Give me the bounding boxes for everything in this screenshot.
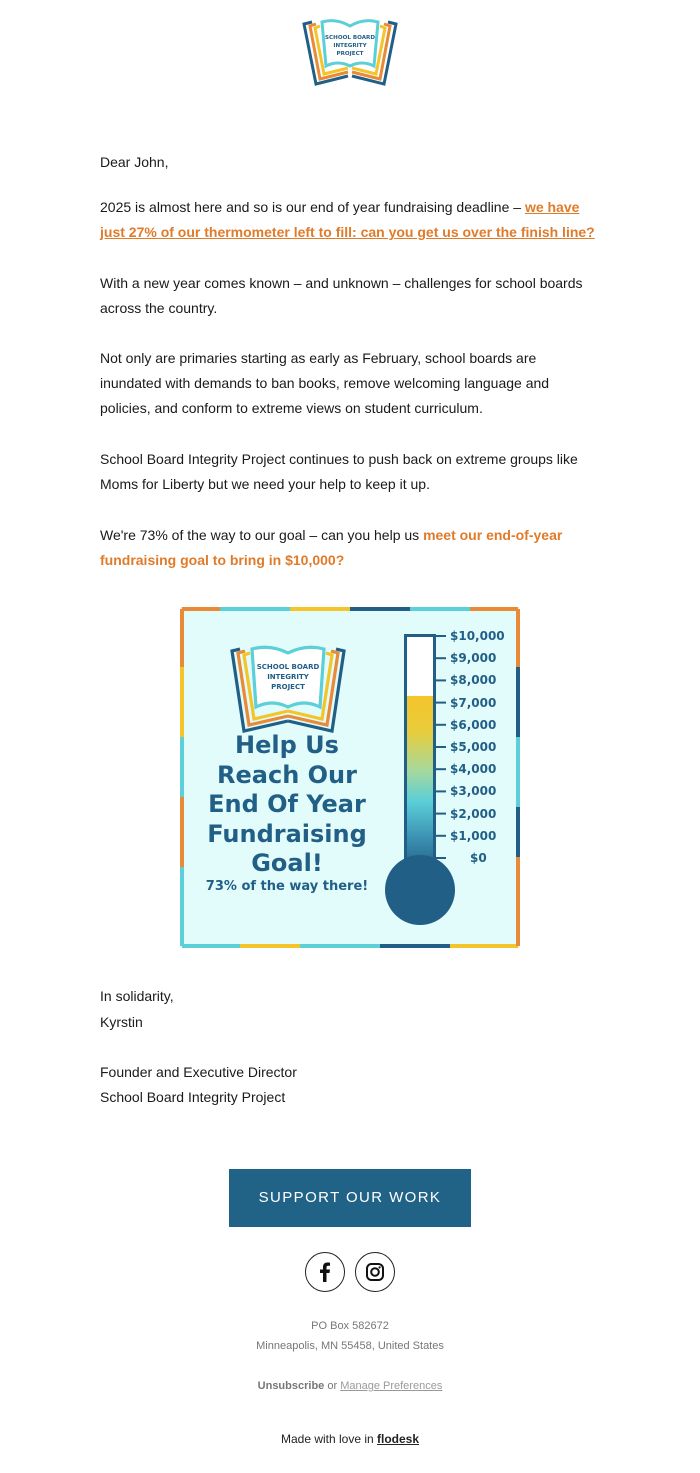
thermometer-link[interactable]: we have just 27% of our thermometer left to fill: can you get us over the finish line? bbox=[100, 199, 595, 240]
tick-label: $3,000 bbox=[450, 784, 497, 799]
signer-title: Founder and Executive Director bbox=[100, 1064, 297, 1080]
headline-line-2: Reach Our bbox=[217, 760, 357, 789]
graphic-progress-text: 73% of the way there! bbox=[205, 879, 369, 894]
instagram-icon bbox=[365, 1262, 385, 1282]
footer-address-line2: Minneapolis, MN 55458, United States bbox=[256, 1340, 444, 1352]
signer-organization: School Board Integrity Project bbox=[100, 1089, 286, 1105]
signer-name: Kyrstin bbox=[100, 1014, 143, 1030]
tick-label: $7,000 bbox=[450, 695, 497, 710]
support-our-work-button[interactable]: SUPPORT OUR WORK bbox=[229, 1169, 471, 1227]
closing: In solidarity, bbox=[100, 988, 174, 1004]
logo-text-line1: SCHOOL BOARD bbox=[325, 35, 375, 41]
tick-label: $6,000 bbox=[450, 717, 497, 732]
organization-logo bbox=[298, 16, 402, 88]
greeting: Dear John, bbox=[100, 154, 169, 170]
graphic-logo-line3: PROJECT bbox=[271, 683, 305, 691]
tick-label: $9,000 bbox=[450, 651, 497, 666]
logo-text-line3: PROJECT bbox=[336, 51, 364, 57]
flodesk-link[interactable]: flodesk bbox=[377, 1432, 420, 1446]
made-with-love bbox=[0, 1432, 700, 1446]
paragraph-primaries: Not only are primaries starting as early as February, school boards are inundated with demands to ban books, remove welcoming language and policies, and conform to extreme views on student curriculum. bbox=[100, 350, 550, 416]
paragraph-push-back: School Board Integrity Project continues to push back on extreme groups like Moms for Liberty but we need your help to keep it up. bbox=[100, 451, 578, 492]
paragraph-goal bbox=[100, 523, 600, 573]
facebook-icon bbox=[316, 1262, 334, 1282]
instagram-button[interactable] bbox=[355, 1252, 395, 1292]
thermometer-fill bbox=[407, 696, 433, 871]
tick-label: $1,000 bbox=[450, 828, 497, 843]
headline-line-4: Fundraising bbox=[207, 819, 367, 848]
paragraph-goal-text: We're 73% of the way to our goal – can you help us bbox=[100, 527, 424, 543]
goal-highlight: meet our end-of-year fundraising goal to bring in $10,000? bbox=[100, 527, 563, 568]
facebook-button[interactable] bbox=[305, 1252, 345, 1292]
tick-label: $4,000 bbox=[450, 762, 497, 777]
unsubscribe-link[interactable]: Unsubscribe bbox=[257, 1380, 325, 1392]
headline-line-1: Help Us bbox=[235, 731, 339, 759]
graphic-logo bbox=[232, 647, 344, 731]
tick-label: $0 bbox=[470, 851, 487, 865]
thermometer-ticks bbox=[436, 636, 446, 858]
tick-label: $2,000 bbox=[450, 806, 497, 821]
paragraph-deadline-text: 2025 is almost here and so is our end of year fundraising deadline – bbox=[100, 199, 525, 215]
footer-or: or bbox=[324, 1380, 341, 1392]
tick-label: $8,000 bbox=[450, 673, 497, 688]
fundraising-thermometer-graphic bbox=[180, 607, 520, 948]
graphic-logo-line2: INTEGRITY bbox=[267, 673, 309, 681]
thermometer bbox=[385, 634, 455, 925]
graphic-logo-line1: SCHOOL BOARD bbox=[256, 663, 320, 671]
paragraph-challenges: With a new year comes known – and unknown – challenges for school boards across the country. bbox=[100, 275, 583, 316]
thermometer-bulb bbox=[385, 855, 455, 925]
graphic-headline bbox=[194, 731, 380, 879]
made-with-text: Made with love in bbox=[280, 1432, 378, 1446]
tick-label: $5,000 bbox=[450, 740, 497, 754]
footer-preferences bbox=[0, 1380, 700, 1392]
manage-preferences-link[interactable]: Manage Preferences bbox=[340, 1380, 443, 1392]
footer-address-line1: PO Box 582672 bbox=[311, 1320, 389, 1332]
logo-text-line2: INTEGRITY bbox=[333, 43, 367, 49]
headline-line-3: End Of Year bbox=[208, 790, 366, 818]
tick-label: $10,000 bbox=[450, 629, 505, 643]
paragraph-deadline bbox=[100, 195, 600, 245]
headline-line-5: Goal! bbox=[251, 849, 323, 877]
